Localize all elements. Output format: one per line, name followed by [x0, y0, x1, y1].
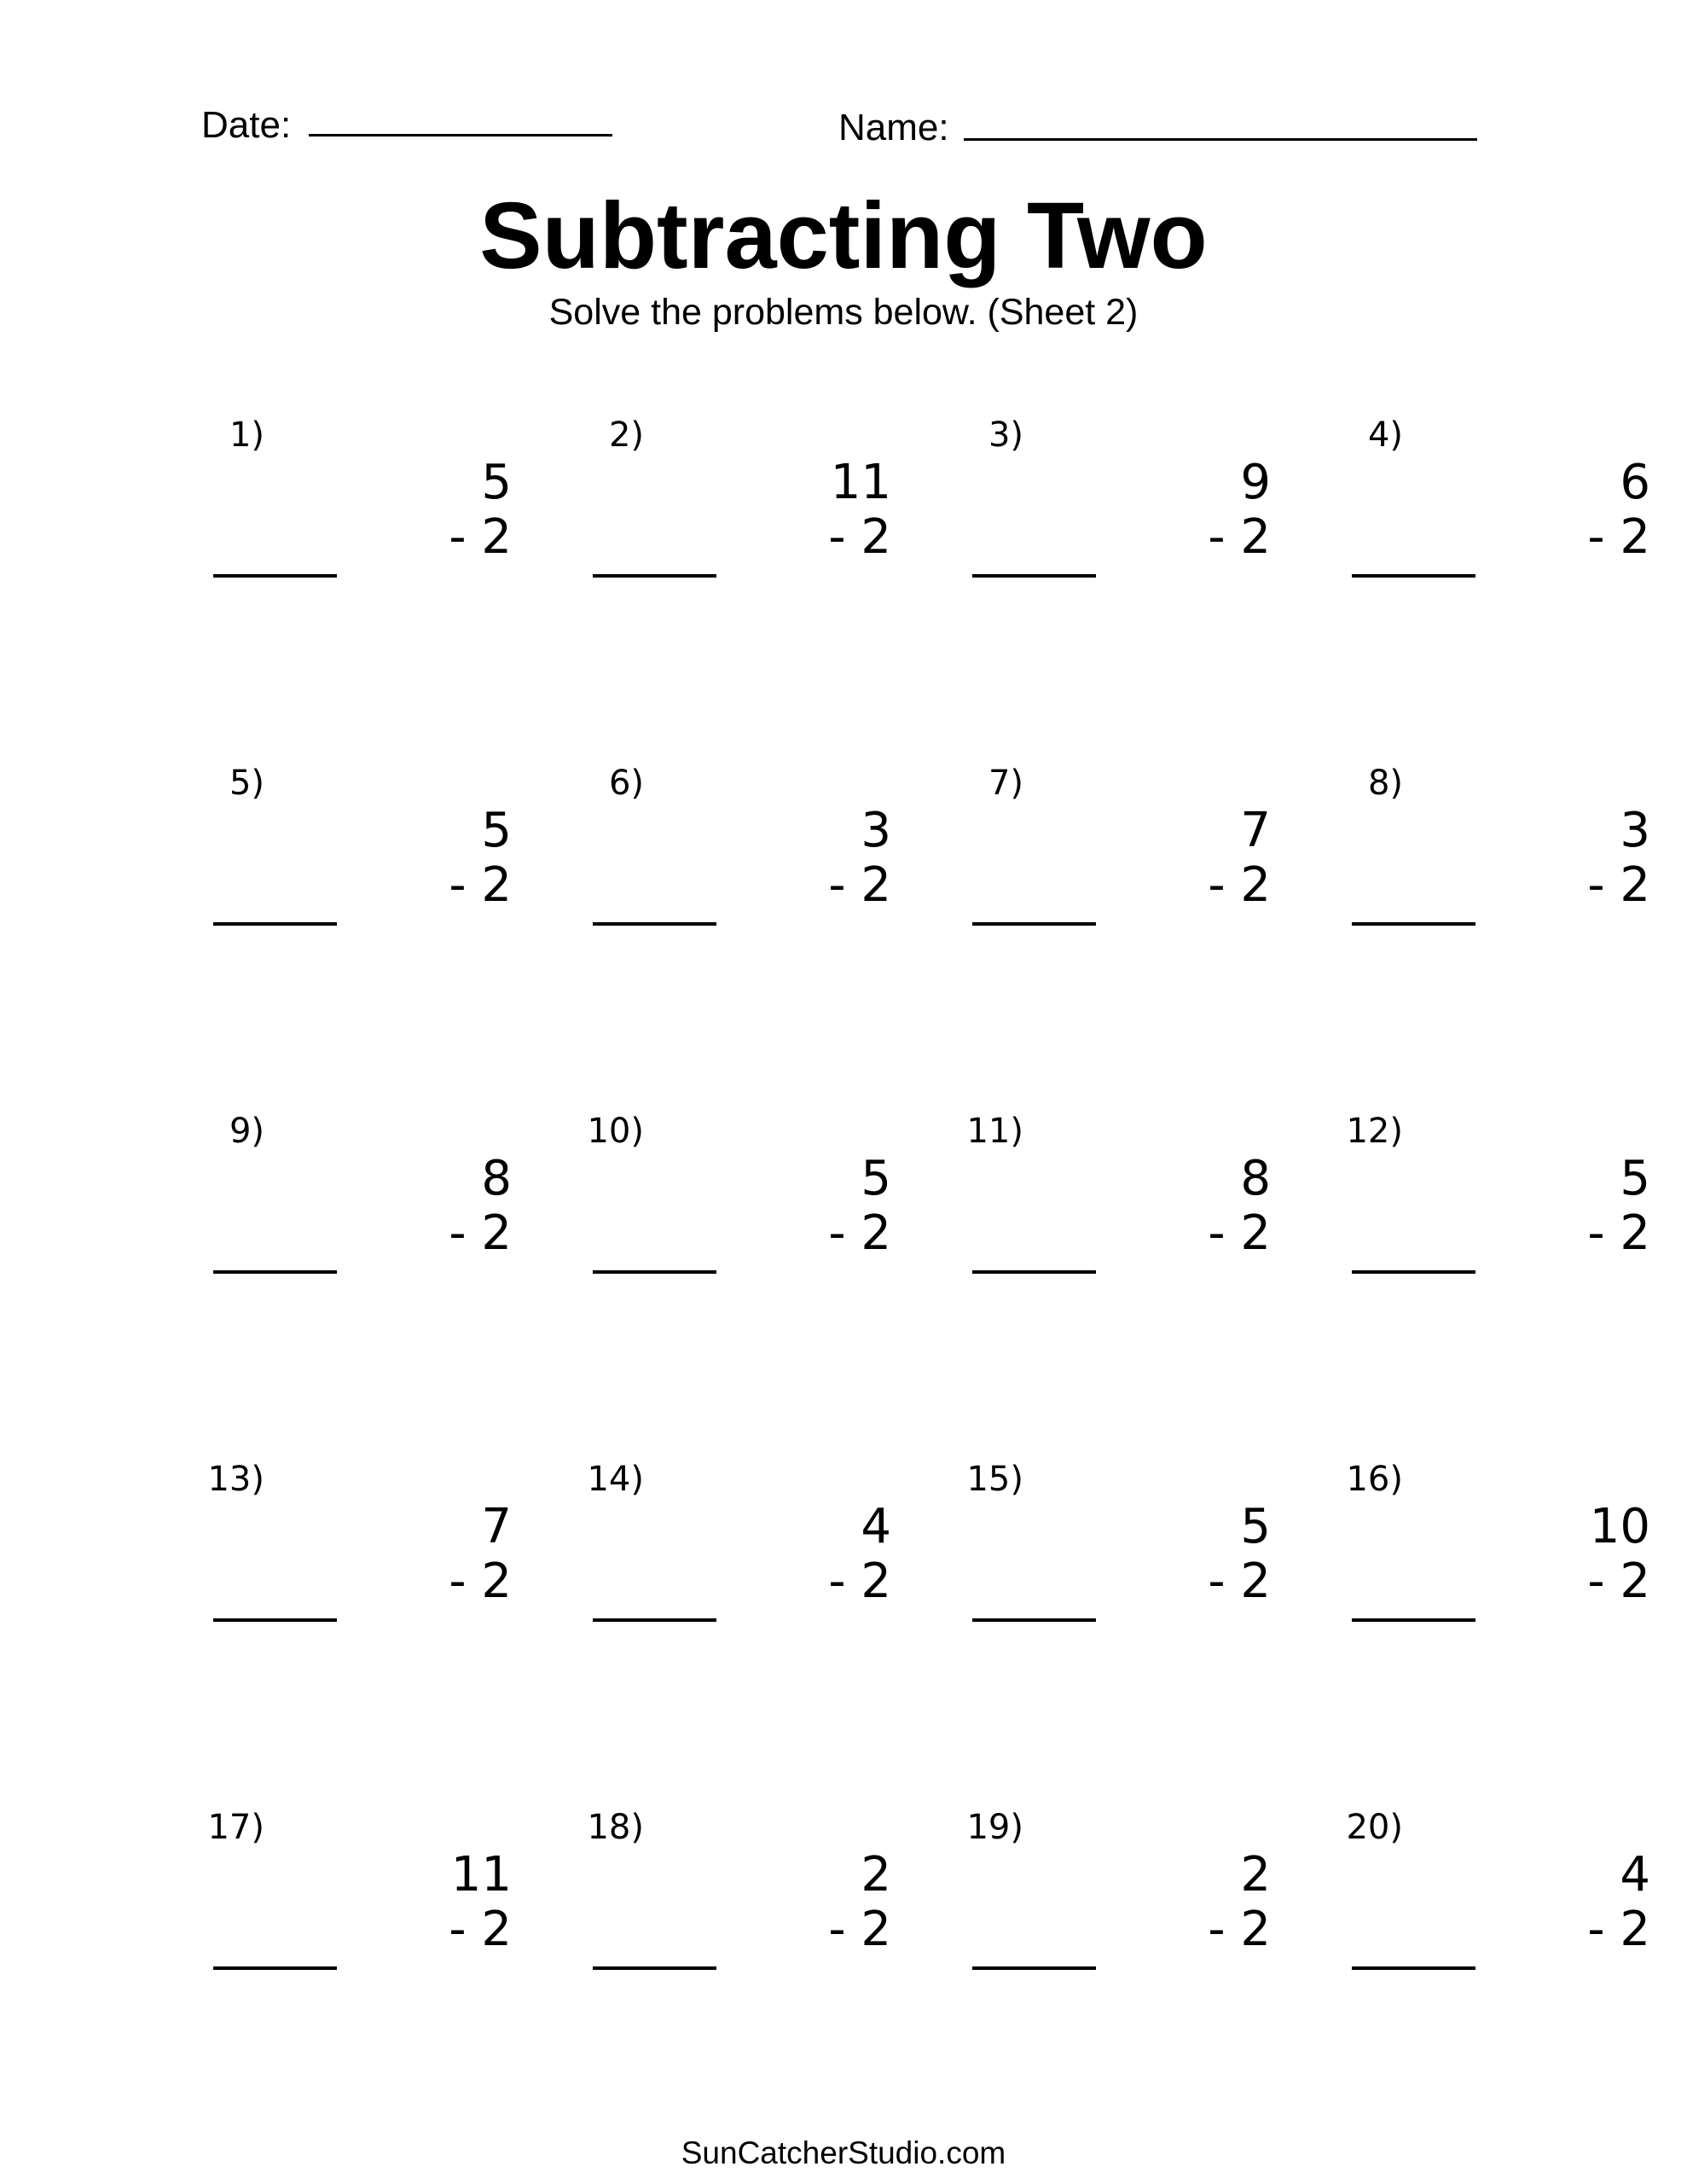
problem-item	[179, 764, 512, 937]
subtrahend: - 2	[1587, 1205, 1650, 1261]
subtrahend: - 2	[828, 1902, 891, 1957]
subtrahend: - 2	[1587, 857, 1650, 913]
answer-line	[972, 574, 1096, 578]
problem-number: 15)	[966, 1460, 1023, 1499]
problem-item	[938, 764, 1271, 937]
subtrahend: - 2	[449, 857, 512, 913]
minuend: 4	[861, 1499, 891, 1554]
minuend: 11	[450, 1847, 512, 1902]
minuend: 6	[1620, 455, 1650, 510]
problem-number: 13)	[207, 1460, 264, 1499]
minuend: 3	[1620, 803, 1650, 858]
subtrahend: - 2	[1208, 857, 1271, 913]
subtrahend: - 2	[1587, 1902, 1650, 1957]
problem-number: 1)	[229, 415, 264, 455]
problem-item	[559, 1112, 891, 1285]
minuend: 5	[481, 455, 512, 510]
page-subtitle: Solve the problems below. (Sheet 2)	[548, 292, 1139, 333]
minuend: 5	[481, 803, 512, 858]
problem-item	[179, 1460, 512, 1633]
answer-line	[593, 1270, 716, 1274]
answer-line	[593, 1618, 716, 1622]
problem-item	[1318, 1112, 1650, 1285]
answer-line	[593, 922, 716, 926]
minuend: 5	[1240, 1499, 1271, 1554]
problem-number: 14)	[587, 1460, 644, 1499]
problem-number: 10)	[587, 1112, 644, 1151]
answer-line	[593, 1966, 716, 1970]
subtrahend: - 2	[828, 1205, 891, 1261]
problem-number: 7)	[988, 764, 1023, 803]
subtrahend: - 2	[828, 857, 891, 913]
answer-line	[972, 922, 1096, 926]
answer-line	[972, 1966, 1096, 1970]
minuend: 5	[1620, 1151, 1650, 1206]
minuend: 3	[861, 803, 891, 858]
problem-item	[559, 1808, 891, 1981]
answer-line	[1352, 574, 1475, 578]
problem-number: 4)	[1367, 415, 1403, 455]
problem-item	[1318, 415, 1650, 589]
problem-item	[559, 415, 891, 589]
problem-number: 20)	[1346, 1808, 1403, 1847]
answer-line	[213, 1966, 337, 1970]
problem-item	[938, 1460, 1271, 1633]
subtrahend: - 2	[449, 1902, 512, 1957]
problem-item	[938, 415, 1271, 589]
minuend: 7	[481, 1499, 512, 1554]
answer-line	[972, 1618, 1096, 1622]
subtrahend: - 2	[449, 1205, 512, 1261]
problem-item	[938, 1112, 1271, 1285]
minuend: 2	[861, 1847, 891, 1902]
subtrahend: - 2	[1587, 1554, 1650, 1609]
name-label: Name:	[838, 107, 949, 148]
problem-item	[179, 1808, 512, 1981]
subtrahend: - 2	[1208, 1902, 1271, 1957]
problem-number: 19)	[966, 1808, 1023, 1847]
subtrahend: - 2	[1208, 509, 1271, 565]
minuend: 10	[1589, 1499, 1650, 1554]
subtrahend: - 2	[449, 509, 512, 565]
minuend: 9	[1240, 455, 1271, 510]
problem-number: 6)	[608, 764, 644, 803]
problem-number: 5)	[229, 764, 264, 803]
problem-number: 17)	[207, 1808, 264, 1847]
answer-line	[593, 574, 716, 578]
subtrahend: - 2	[1587, 509, 1650, 565]
answer-line	[972, 1270, 1096, 1274]
problem-item	[179, 1112, 512, 1285]
subtrahend: - 2	[449, 1554, 512, 1609]
minuend: 5	[861, 1151, 891, 1206]
answer-line	[1352, 1618, 1475, 1622]
problem-number: 11)	[966, 1112, 1023, 1151]
answer-line	[213, 1618, 337, 1622]
subtrahend: - 2	[828, 1554, 891, 1609]
minuend: 7	[1240, 803, 1271, 858]
answer-line	[213, 574, 337, 578]
answer-line	[213, 922, 337, 926]
problem-item	[1318, 1808, 1650, 1981]
minuend: 8	[1240, 1151, 1271, 1206]
subtrahend: - 2	[1208, 1554, 1271, 1609]
page-title: Subtracting Two	[479, 183, 1208, 288]
problem-number: 2)	[608, 415, 644, 455]
answer-line	[1352, 922, 1475, 926]
problem-item	[1318, 764, 1650, 937]
minuend: 4	[1620, 1847, 1650, 1902]
date-label: Date:	[201, 104, 292, 146]
problem-item	[179, 415, 512, 589]
problem-number: 8)	[1367, 764, 1403, 803]
problem-number: 12)	[1346, 1112, 1403, 1151]
problem-number: 3)	[988, 415, 1023, 455]
answer-line	[213, 1270, 337, 1274]
footer-site-credit: SunCatcherStudio.com	[681, 2135, 1006, 2170]
problem-item	[1318, 1460, 1650, 1633]
problem-number: 18)	[587, 1808, 644, 1847]
problem-item	[559, 1460, 891, 1633]
answer-line	[1352, 1270, 1475, 1274]
subtrahend: - 2	[1208, 1205, 1271, 1261]
subtrahend: - 2	[828, 509, 891, 565]
problem-item	[938, 1808, 1271, 1981]
problem-number: 16)	[1346, 1460, 1403, 1499]
minuend: 2	[1240, 1847, 1271, 1902]
answer-line	[1352, 1966, 1475, 1970]
problem-item	[559, 764, 891, 937]
minuend: 8	[481, 1151, 512, 1206]
minuend: 11	[830, 455, 891, 510]
problem-number: 9)	[229, 1112, 264, 1151]
